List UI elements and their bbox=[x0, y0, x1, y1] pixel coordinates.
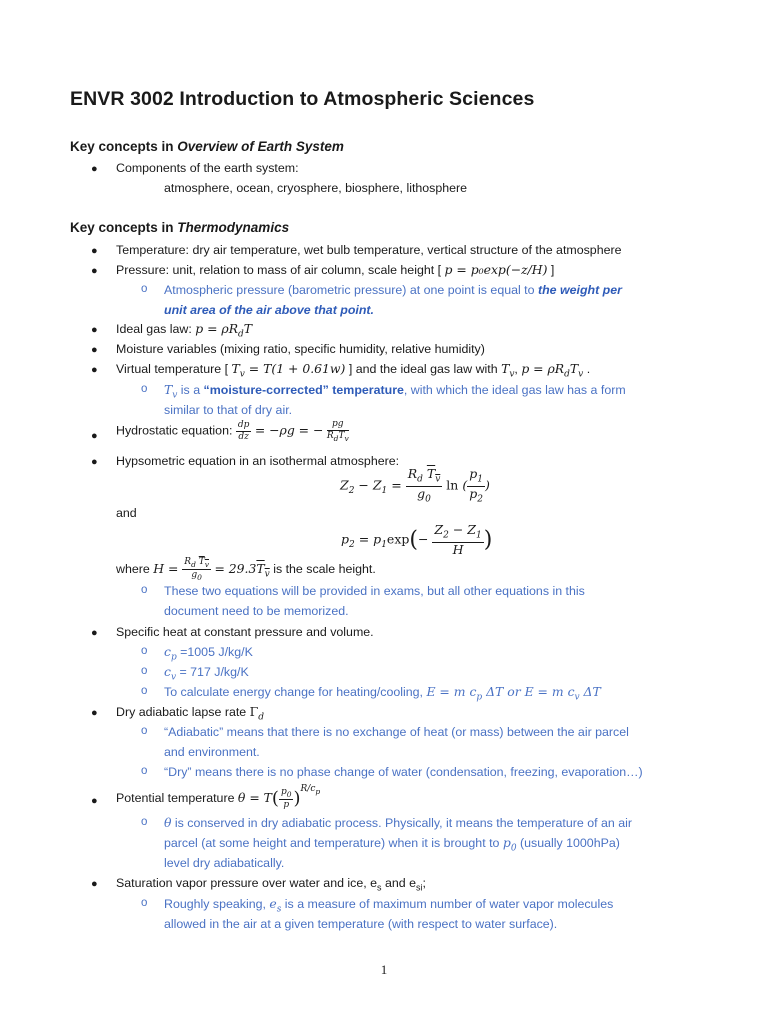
sub-bullet: o bbox=[141, 584, 148, 596]
moisture-variables-item: Moisture variables (mixing ratio, specific humidity, relative humidity) bbox=[116, 342, 485, 356]
bullet: ● bbox=[91, 795, 98, 807]
bullet: ● bbox=[91, 324, 98, 336]
bullet: ● bbox=[91, 456, 98, 468]
virtual-temperature-note: $T_v$ is a “moisture-corrected” temperature, with which the ideal gas law has a form bbox=[164, 382, 626, 401]
virtual-temperature-note-cont: similar to that of dry air. bbox=[164, 403, 293, 417]
potential-temperature-item: Potential temperature θ = T( $\frac{p_0}{p}$ )$^{R/c_p}$ bbox=[116, 784, 321, 810]
bullet: ● bbox=[91, 245, 98, 257]
sub-bullet: o bbox=[141, 383, 148, 395]
and-connector: and bbox=[116, 506, 137, 520]
hypsometric-equation-item: Hypsometric equation in an isothermal atmosphere: bbox=[116, 454, 400, 468]
page-number: 1 bbox=[380, 962, 388, 977]
bullet: ● bbox=[91, 430, 98, 442]
dp-dz-fraction: $\frac{dp}{dz}$ bbox=[237, 419, 250, 442]
energy-change-note: To calculate energy change for heating/cooling, E = m $c_p$ ΔT or E = m $c_v$ ΔT bbox=[164, 684, 601, 703]
atmospheric-pressure-note-cont: unit area of the air above that point. bbox=[164, 303, 374, 317]
ideal-gas-law-item: Ideal gas law: $p = \rho R_dT$ bbox=[116, 321, 253, 340]
pressure-item: Pressure: unit, relation to mass of air column, scale height [ p = p₀exp(−z/H) ] bbox=[116, 262, 555, 277]
exam-note-cont: document need to be memorized. bbox=[164, 604, 349, 618]
saturation-note-cont: allowed in the air at a given temperature (with respect to water surface). bbox=[164, 917, 558, 931]
sub-bullet: o bbox=[141, 685, 148, 697]
bullet: ● bbox=[91, 878, 98, 890]
sub-bullet: o bbox=[141, 283, 148, 295]
sub-bullet: o bbox=[141, 765, 148, 777]
scale-height-equation: p = p₀exp(−z/H) bbox=[444, 262, 548, 277]
components-list: atmosphere, ocean, cryosphere, biosphere, lithosphere bbox=[164, 181, 468, 195]
sub-bullet: o bbox=[141, 665, 148, 677]
exam-note: These two equations will be provided in exams, but all other equations in this bbox=[164, 584, 585, 598]
theta-conserved-note-end: level dry adiabatically. bbox=[164, 856, 285, 870]
adiabatic-note: “Adiabatic” means that there is no exchange of heat (or mass) between the air parcel bbox=[164, 725, 629, 739]
document-title: ENVR 3002 Introduction to Atmospheric Sciences bbox=[70, 88, 535, 110]
scale-height-definition: where H = $\frac{R_d T_v}{g_0}$ = $29.3T_v$ is the scale height. bbox=[116, 557, 376, 583]
sub-bullet: o bbox=[141, 725, 148, 737]
rdtv-over-g0-fraction: $\frac{R_d T_v}{g_0}$ bbox=[184, 557, 210, 583]
sub-bullet: o bbox=[141, 897, 148, 909]
bullet: ● bbox=[91, 344, 98, 356]
sub-bullet: o bbox=[141, 816, 148, 828]
theta-conserved-note-cont: parcel (at some height and temperature) when it is brought to $p_0$ (usually 1000hPa) bbox=[164, 835, 620, 854]
sub-bullet: o bbox=[141, 645, 148, 657]
components-label: Components of the earth system: bbox=[116, 161, 299, 175]
atmospheric-pressure-note: Atmospheric pressure (barometric pressure) at one point is equal to the weight per bbox=[164, 283, 622, 297]
dry-note: “Dry” means there is no phase change of water (condensation, freezing, evaporation…) bbox=[164, 765, 643, 779]
hypsometric-equation: $Z_2 - Z_1$ = $\frac{R_d T_v}{g_0}$ ln ( $\frac{p_1}{p_2}$ ) bbox=[340, 466, 490, 504]
pressure-exponential-equation: $p_2 = p_1\exp(-$ $\frac{Z_2 - Z_1}{H}$ ) bbox=[341, 522, 493, 557]
virtual-temperature-item: Virtual temperature [ $T_v = T(1 + 0.61w)$ ] and the ideal gas law with $T_v$, $p = \rho R_dT_v$ . bbox=[116, 361, 591, 380]
bullet: ● bbox=[91, 627, 98, 639]
saturation-note: Roughly speaking, $e_s$ is a measure of maximum number of water vapor molecules bbox=[164, 896, 614, 915]
bullet: ● bbox=[91, 364, 98, 376]
temperature-item: Temperature: dry air temperature, wet bulb temperature, vertical structure of the atmosphere bbox=[116, 243, 622, 257]
section-heading-thermodynamics: Key concepts in Thermodynamics bbox=[70, 220, 290, 235]
cp-value: $c_p =1005$ J/kg/K bbox=[164, 644, 253, 663]
bullet: ● bbox=[91, 163, 98, 175]
section-heading-earth-system: Key concepts in Overview of Earth System bbox=[70, 139, 344, 154]
bullet: ● bbox=[91, 265, 98, 277]
dry-lapse-rate-item: Dry adiabatic lapse rate $\Gamma_d$ bbox=[116, 704, 264, 723]
pg-over-rdtv-fraction: $\frac{pg}{R_dT_v}$ bbox=[326, 419, 349, 443]
saturation-vapor-pressure-item: Saturation vapor pressure over water and ice, $e_s$ and $e_{si}$; bbox=[116, 876, 426, 893]
cv-value: $c_v = 717$ J/kg/K bbox=[164, 664, 249, 683]
specific-heat-item: Specific heat at constant pressure and volume. bbox=[116, 625, 374, 639]
p0-over-p-fraction: $\frac{p_0}{p}$ bbox=[280, 786, 292, 810]
bullet: ● bbox=[91, 707, 98, 719]
theta-conserved-note: θ is conserved in dry adiabatic process. Physically, it means the temperature of an air bbox=[164, 815, 632, 830]
adiabatic-note-cont: and environment. bbox=[164, 745, 260, 759]
hydrostatic-equation-item: Hydrostatic equation: $\frac{dp}{dz}$ = −ρg = − $\frac{pg}{R_dT_v}$ bbox=[116, 419, 349, 443]
